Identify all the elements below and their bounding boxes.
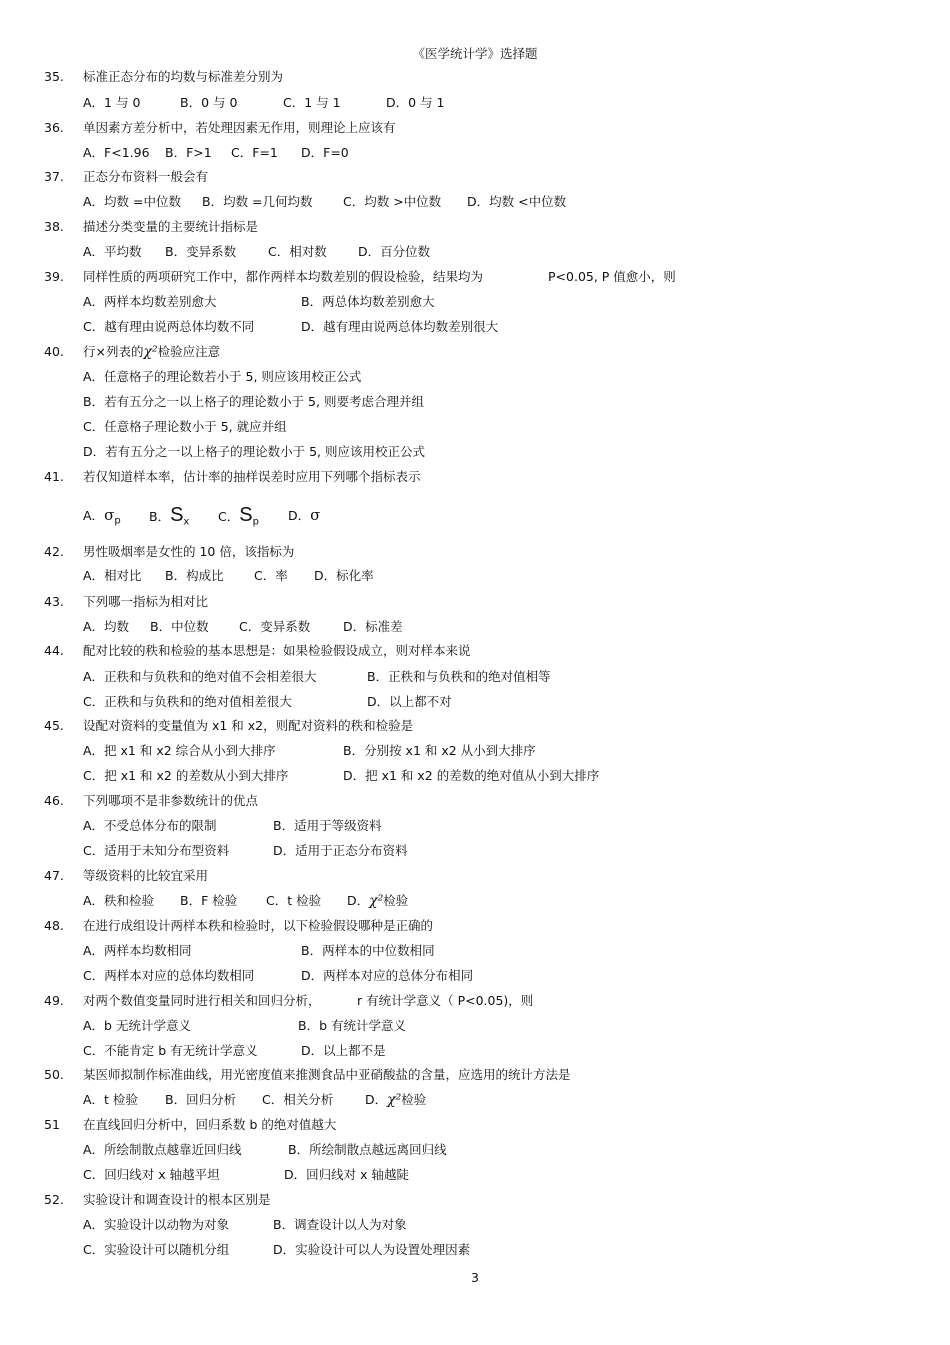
option-a: A．所绘制散点越靠近回归线 xyxy=(83,1142,242,1157)
option-d: D．百分位数 xyxy=(358,244,431,259)
option-d: D．以上都不对 xyxy=(367,694,452,709)
question-number: 52. xyxy=(44,1192,64,1207)
question-stem: 若仅知道样本率，估计率的抽样误差时应用下列哪个指标表示 xyxy=(83,469,421,484)
option-d: D．标准差 xyxy=(343,619,403,634)
option-d: D．实验设计可以人为设置处理因素 xyxy=(273,1242,471,1257)
chi-square-symbol: χ² xyxy=(369,893,384,909)
chi-square-symbol: χ² xyxy=(387,1092,402,1108)
subscript: p xyxy=(114,515,121,527)
option-b: B．若有五分之一以上格子的理论数小于 5, 则要考虑合理并组 xyxy=(83,394,424,409)
option-a: A．不受总体分布的限制 xyxy=(83,818,217,833)
subscript: p xyxy=(252,516,259,528)
question-stem: 在直线回归分析中，回归系数 b 的绝对值越大 xyxy=(83,1117,337,1132)
option-a: A．均数 =中位数 xyxy=(83,194,181,209)
question-number: 50. xyxy=(44,1067,64,1082)
question-stem: 同样性质的两项研究工作中，都作两样本均数差别的假设检验，结果均为 xyxy=(83,269,484,284)
option-d: D．均数 <中位数 xyxy=(467,194,567,209)
question-stem xyxy=(83,343,220,361)
question-stem-tail: P<0.05, P 值愈小，则 xyxy=(548,269,676,284)
option-a: A．实验设计以动物为对象 xyxy=(83,1217,230,1232)
question-stem: 正态分布资料一般会有 xyxy=(83,169,209,184)
question-stem: 男性吸烟率是女性的 10 倍，该指标为 xyxy=(83,544,295,559)
option-a: A．秩和检验 xyxy=(83,893,155,908)
question-stem: 下列哪一指标为相对比 xyxy=(83,594,209,609)
option-c: C．实验设计可以随机分组 xyxy=(83,1242,230,1257)
option-b: B．b 有统计学意义 xyxy=(298,1018,406,1033)
option-d xyxy=(365,1091,426,1109)
sigma-symbol: σ xyxy=(310,506,321,524)
option-b: B．均数 =几何均数 xyxy=(202,194,313,209)
option-label: D． xyxy=(365,1092,388,1107)
option-c: C．正秩和与负秩和的绝对值相差很大 xyxy=(83,694,292,709)
option-c: C．越有理由说两总体均数不同 xyxy=(83,319,255,334)
question-number: 43. xyxy=(44,594,64,609)
option-a: A．t 检验 xyxy=(83,1092,138,1107)
option-b: B．两总体均数差别愈大 xyxy=(301,294,435,309)
option-c xyxy=(218,503,259,527)
question-stem: 等级资料的比较宜采用 xyxy=(83,868,209,883)
option-d: D．以上都不是 xyxy=(301,1043,386,1058)
option-b: B．中位数 xyxy=(150,619,209,634)
option-d: D．适用于正态分布资料 xyxy=(273,843,408,858)
question-number: 39. xyxy=(44,269,64,284)
option-b: B．正秩和与负秩和的绝对值相等 xyxy=(367,669,551,684)
question-stem: 某医师拟制作标准曲线，用光密度值来推测食品中亚硝酸盐的含量，应选用的统计方法是 xyxy=(83,1067,571,1082)
option-a: A．相对比 xyxy=(83,568,142,583)
option-c: C．任意格子理论数小于 5, 就应并组 xyxy=(83,419,287,434)
option-c: C．F=1 xyxy=(231,145,278,160)
s-symbol: S xyxy=(239,504,253,526)
option-a: A．1 与 0 xyxy=(83,95,141,110)
question-stem: 标准正态分布的均数与标准差分别为 xyxy=(83,69,284,84)
question-number: 48. xyxy=(44,918,64,933)
chi-square-symbol: χ² xyxy=(143,344,158,360)
option-d xyxy=(288,503,320,527)
option-b: B．分别按 x1 和 x2 从小到大排序 xyxy=(343,743,536,758)
option-d: D．回归线对 x 轴越陡 xyxy=(284,1167,409,1182)
option-a: A．两样本均数差别愈大 xyxy=(83,294,217,309)
option-a: A．任意格子的理论数若小于 5, 则应该用校正公式 xyxy=(83,369,362,384)
question-stem: 下列哪项不是非参数统计的优点 xyxy=(83,793,259,808)
question-number: 40. xyxy=(44,344,64,359)
option-a: A．b 无统计学意义 xyxy=(83,1018,191,1033)
option-b: B．0 与 0 xyxy=(180,95,238,110)
option-label: C． xyxy=(218,509,240,524)
option-text: 检验 xyxy=(401,1092,427,1107)
option-b: B．两样本的中位数相同 xyxy=(301,943,435,958)
option-d: D．F=0 xyxy=(301,145,349,160)
option-b: B．F 检验 xyxy=(180,893,238,908)
option-c: C．两样本对应的总体均数相同 xyxy=(83,968,255,983)
option-b: B．变异系数 xyxy=(165,244,237,259)
option-b xyxy=(149,503,189,527)
question-stem: 对两个数值变量同时进行相关和回归分析， xyxy=(83,993,321,1008)
page-header: 《医学统计学》选择题 xyxy=(412,46,538,61)
option-b: B．调查设计以人为对象 xyxy=(273,1217,407,1232)
option-label: D． xyxy=(288,508,311,523)
option-c: C．相关分析 xyxy=(262,1092,334,1107)
question-number: 41. xyxy=(44,469,64,484)
option-a: A．把 x1 和 x2 综合从小到大排序 xyxy=(83,743,276,758)
option-c: C．把 x1 和 x2 的差数从小到大排序 xyxy=(83,768,289,783)
option-b: B．F>1 xyxy=(165,145,212,160)
option-c: C．回归线对 x 轴越平坦 xyxy=(83,1167,220,1182)
option-b: B．适用于等级资料 xyxy=(273,818,382,833)
option-a: A．F<1.96 xyxy=(83,145,150,160)
option-a xyxy=(83,503,121,527)
option-b: B．所绘制散点越远离回归线 xyxy=(288,1142,447,1157)
page-number: 3 xyxy=(471,1270,479,1285)
option-a: A．均数 xyxy=(83,619,130,634)
option-a: A．两样本均数相同 xyxy=(83,943,192,958)
question-number: 49. xyxy=(44,993,64,1008)
option-c: C．t 检验 xyxy=(266,893,322,908)
option-a: A．平均数 xyxy=(83,244,142,259)
option-c: C．均数 >中位数 xyxy=(343,194,442,209)
question-stem: 描述分类变量的主要统计指标是 xyxy=(83,219,259,234)
question-stem: 在进行成组设计两样本秩和检验时，以下检验假设哪种是正确的 xyxy=(83,918,434,933)
option-label: D． xyxy=(347,893,370,908)
question-number: 36. xyxy=(44,120,64,135)
question-number: 42. xyxy=(44,544,64,559)
option-c: C．变异系数 xyxy=(239,619,311,634)
option-a: A．正秩和与负秩和的绝对值不会相差很大 xyxy=(83,669,317,684)
sigma-symbol: σ xyxy=(104,506,115,524)
question-stem: 单因素方差分析中，若处理因素无作用，则理论上应该有 xyxy=(83,120,396,135)
question-number: 44. xyxy=(44,643,64,658)
option-label: B． xyxy=(149,509,171,524)
option-text: 检验 xyxy=(383,893,409,908)
stem-text: 检验应注意 xyxy=(157,344,221,359)
option-d: D．0 与 1 xyxy=(386,95,445,110)
option-c: C．率 xyxy=(254,568,288,583)
question-number: 46. xyxy=(44,793,64,808)
option-d: D．把 x1 和 x2 的差数的绝对值从小到大排序 xyxy=(343,768,600,783)
question-number: 37. xyxy=(44,169,64,184)
question-number: 45. xyxy=(44,718,64,733)
option-b: B．构成比 xyxy=(165,568,224,583)
option-d: D．两样本对应的总体分布相同 xyxy=(301,968,474,983)
question-number: 47. xyxy=(44,868,64,883)
question-stem-tail: r 有统计学意义（ P<0.05)，则 xyxy=(357,993,534,1008)
option-b: B．回归分析 xyxy=(165,1092,237,1107)
s-symbol: S xyxy=(170,504,184,526)
option-d: D．标化率 xyxy=(314,568,374,583)
question-stem: 实验设计和调查设计的根本区别是 xyxy=(83,1192,271,1207)
question-number: 51 xyxy=(44,1117,60,1132)
option-c: C．不能肯定 b 有无统计学意义 xyxy=(83,1043,258,1058)
question-stem: 设配对资料的变量值为 x1 和 x2，则配对资料的秩和检验是 xyxy=(83,718,414,733)
question-number: 35. xyxy=(44,69,64,84)
option-d xyxy=(347,892,408,910)
option-c: C．适用于未知分布型资料 xyxy=(83,843,230,858)
subscript: x xyxy=(183,516,190,528)
stem-text: 行×列表的 xyxy=(83,344,144,359)
question-number: 38. xyxy=(44,219,64,234)
option-c: C．1 与 1 xyxy=(283,95,341,110)
option-label: A． xyxy=(83,508,105,523)
option-c: C．相对数 xyxy=(268,244,327,259)
option-d: D．若有五分之一以上格子的理论数小于 5, 则应该用校正公式 xyxy=(83,444,425,459)
question-stem: 配对比较的秩和检验的基本思想是：如果检验假设成立，则对样本来说 xyxy=(83,643,471,658)
option-d: D．越有理由说两总体均数差别很大 xyxy=(301,319,499,334)
